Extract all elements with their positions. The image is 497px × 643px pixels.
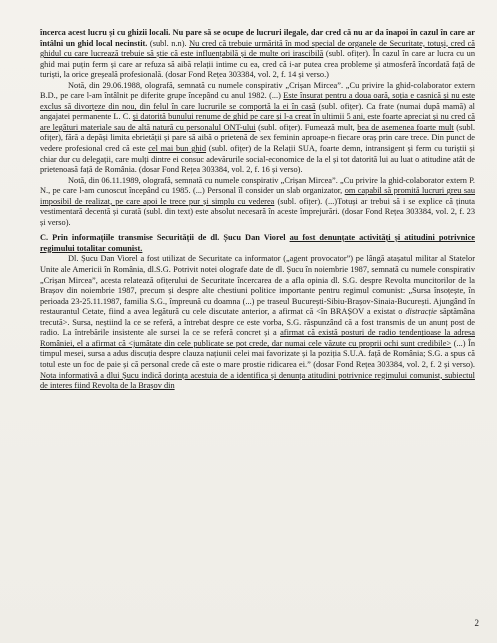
text-run: afirmat că există posturi de radio tendențioase la adresa României, el a afirmat că <jumătate din cele publicate se pot crede, dar numai cele văzute cu proprii ochi sunt credibile> [40, 328, 475, 348]
text-run: Dl. Șucu Dan Viorel a fost utilizat de Securitate ca informator („agent provocator”) pe lângă atașatul militar al Statelor Unite ale Americii în România, dl.S.G. Potrivit notei olografe date de dl. Șucu în noiembrie 1987, semnată cu numele conspirativ „Crișan Mircea”, acesta relatează ofițerului de Securitate încercarea de a afla opinia dl. S.G. despre Revolta muncitorilor de la Brașov din noiembrie 1987, precum și despre alte chestiuni politice importante pentru regimul comunist: „Sursa însoțește, în perioada 23-25.11.1987, familia S.G., împreună cu doamna (...) pe traseul București-Sibiu-Brașov-Sinaia-București. Ajungând în restaurantul Cetate, fiind a avea legătură cu cele discutate anterior, a afirmat că <în BRAȘOV a existat o [40, 254, 475, 317]
text-run: (subl. ofițer). În cazul în care ar lucra cu un ghid mai puțin ferm și care ar refuza să aibă relații intime cu ea, cred că i-ar putea crea probleme și atmosferă încordată față de turiști, la orice greșeală profesională. (dosar Fond Rețea 303384, vol. 2, f. 14 și verso.) [40, 49, 475, 80]
text-run: (subl. n.n). [147, 38, 190, 48]
text-run: Este însurat pentru a doua oară, soția e casnică și nu este exclus să divorțeze din nou, din felul în care lucrurile se comportă la ei în casă [40, 91, 475, 111]
text-run: (subl. ofițer), fără a depăși limita ebrietății și pare să aibă o prietenă de sex feminin aproape-n fiecare oraș prin care trece. Din punct de vedere profesional cred că este [40, 122, 475, 154]
section-c-heading [40, 233, 475, 254]
page-number: 2 [474, 618, 479, 628]
text-run: bea de asemenea foarte mult [357, 122, 454, 132]
document-body [40, 28, 475, 392]
text-run: distracție [405, 307, 437, 317]
text-run: C. Prin informațiile transmise Securității de dl. Șucu Dan Viorel [40, 233, 290, 243]
text-run: cel mai bun ghid [148, 144, 207, 154]
text-run: săptămâna trecută>. Sursa, neștiind la ce se referă, a întrebat despre ce este vorba, S.G. răspunzând că a fost transmis de un anunț post de radio. La întrebările insistente ale sursei la ce se referă concret și a [40, 307, 475, 338]
text-run: (subl. ofițer) de la Relații SUA, foarte demn, intransigent și ferm cu turiștii și chiar dur cu delegații, care mulți dintre ei consuc adevărurile social-economice de la el și tot datorită lui au luat o atitudine atât de prietenoasă față de România. (dosar Fond Rețea 303384, vol. 2, f. 16 și verso). [40, 144, 476, 175]
text-run: (subl. ofițer). (...)Totuși ar trebui să i se explice că ținuta vestimentară decentă și curată (subl. din text) este absolut necesară în aceste împrejurări. (dosar Fond Rețea 303384, vol. 2, f. 23 și verso). [40, 196, 475, 227]
text-run: Nota informativă a dlui Șucu indică dorința acestuia de a identifica și denunța atitudini potrivnice regimului comunist, subiectul de interes fiind Revolta de la Brașov din [40, 370, 475, 391]
text-run: și datorită bunului renume de ghid pe care și l-a creat în ultimii 5 ani, este foarte apreciat și nu cred că are legături materiale sau de altă natură cu personalul ONT-ului [40, 112, 475, 132]
paragraph-5 [40, 254, 475, 391]
paragraph-1 [40, 28, 475, 81]
text-run: Notă, din 06.11.1989, olografă, semnată cu numele conspirativ „Crișan Mircea”. „Cu privire la ghid-colaborator extern P. N., pe care l-am cunoscut începând cu 1985. (...) Personal îl consider un slab organizator, [40, 175, 475, 196]
text-run: (subl. ofițer). Fumează mult, [255, 122, 358, 132]
text-run: (...) În timpul mesei, sursa a adus discuția despre clauza națiunii celei mai favorizate și la poziția S.U.A. față de România; S.G. a spus că totul este un foc de paie și că personal crede că este o mare prostie ridicarea ei.” (dosar Fond Rețea 303384, vol. 2, f. 2 și verso). [40, 338, 475, 369]
text-run: Nu cred că trebuie urmărită în mod special de organele de Securitate, totuși, cred că ghidul cu care lucrează trebuie să știe că este influențabilă și de multe ori irascibilă [40, 38, 475, 59]
paragraph-3 [40, 176, 475, 229]
paragraph-2 [40, 81, 475, 176]
text-run: Notă, din 29.06.1988, olografă, semnată cu numele conspirativ „Crișan Mircea”. „Cu privire la ghid-colaborator extern B.D., pe care l-am întâlnit pe diferite grupe începând cu anul 1982. (...) [40, 80, 475, 101]
text-run: (subl. ofițer). Ca frate (numai după mamă) al angajatei permanente L. C. [40, 101, 475, 122]
text-run: au fost denunțate activități și atitudini potrivnice regimului totalitar comunist. [40, 233, 475, 253]
text-run: încerca acest lucru și cu ghizii locali. Nu pare să se ocupe de lucruri ilegale, dar cred că nu ar da înapoi în cazul în care ar întâlni un ghid local necinstit. [40, 28, 475, 48]
text-run: om capabil să promită lucruri greu sau imposibil de realizat, pe care apoi le trece pur și simplu cu vederea [40, 186, 476, 206]
